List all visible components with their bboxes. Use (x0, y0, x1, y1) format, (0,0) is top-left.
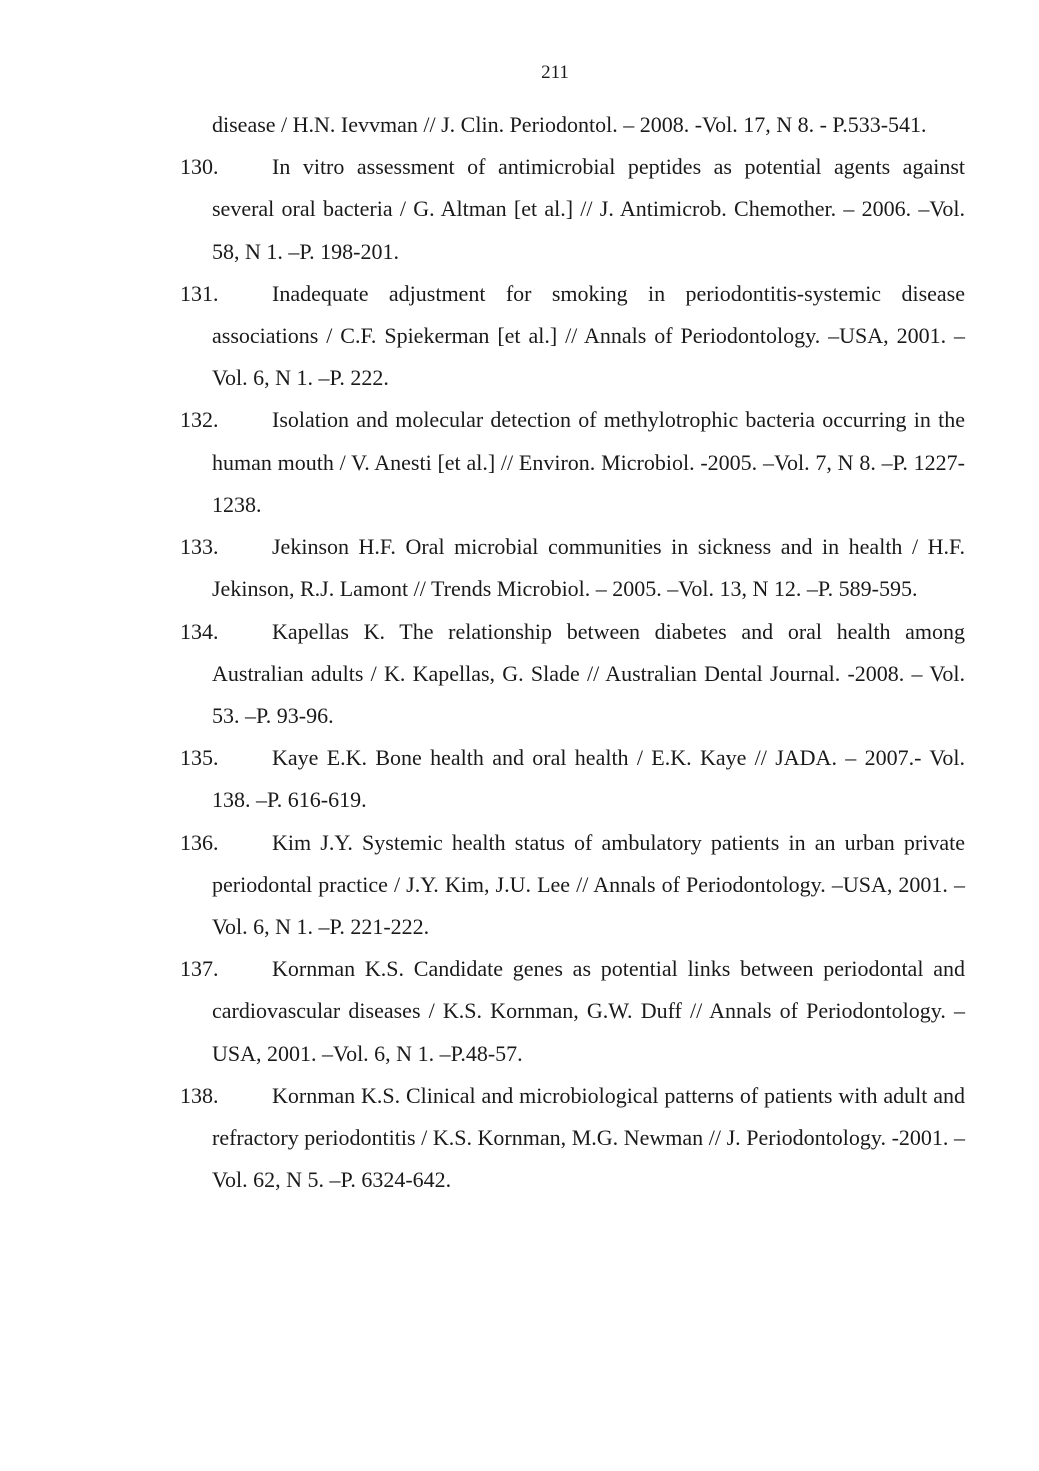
reference-item-130 (180, 146, 965, 273)
page-number: 211 (541, 62, 569, 83)
reference-item-132 (180, 399, 965, 526)
reference-text: In vitro assessment of antimicrobial peptides as potential agents against several oral bacteria / G. Altman [et al.] // J. Antimicrob. Chemother. – 2006. –Vol. 58, N 1. –P. 198-201. (212, 154, 965, 264)
reference-list (180, 104, 965, 1201)
reference-item-138 (180, 1075, 965, 1202)
reference-item-133 (180, 526, 965, 610)
reference-number: 135. (180, 745, 219, 771)
reference-text: Kaye E.K. Bone health and oral health / E.K. Kaye // JADA. – 2007.- Vol. 138. –P. 616-619. (212, 745, 965, 813)
reference-number: 137. (180, 956, 219, 982)
reference-number: 130. (180, 154, 219, 180)
reference-number: 132. (180, 407, 219, 433)
reference-item-134 (180, 611, 965, 738)
reference-text: Kornman K.S. Clinical and microbiological patterns of patients with adult and refractory periodontitis / K.S. Kornman, M.G. Newman // J. Periodontology. -2001. –Vol. 62, N 5. –P. 6324-642. (212, 1082, 965, 1193)
reference-item-137 (180, 948, 965, 1075)
reference-item-131 (180, 273, 965, 400)
reference-text: Kim J.Y. Systemic health status of ambulatory patients in an urban private periodontal practice / J.Y. Kim, J.U. Lee // Annals of Periodontology. –USA, 2001. –Vol. 6, N 1. –P. 221-222. (212, 829, 965, 939)
reference-text: Jekinson H.F. Oral microbial communities in sickness and in health / H.F. Jekinson, R.J. Lamont // Trends Microbiol. – 2005. –Vol. 13, N 12. –P. 589-595. (212, 534, 965, 602)
reference-item-136 (180, 822, 965, 949)
reference-number: 136. (180, 829, 219, 855)
reference-continuation: disease / H.N. Ievvman // J. Clin. Periodontol. – 2008. -Vol. 17, N 8. - P.533-541. (212, 112, 927, 137)
reference-text: Isolation and molecular detection of methylotrophic bacteria occurring in the human mouth / V. Anesti [et al.] // Environ. Microbiol. -2005. –Vol. 7, N 8. –P. 1227-1238. (212, 407, 965, 517)
reference-item-135 (180, 737, 965, 821)
reference-number: 134. (180, 618, 219, 644)
reference-text: Kapellas K. The relationship between diabetes and oral health among Australian adults / K. Kapellas, G. Slade // Australian Dental Journal. -2008. – Vol. 53. –P. 93-96. (212, 618, 965, 728)
reference-text: Inadequate adjustment for smoking in periodontitis-systemic disease associations / C.F. Spiekerman [et al.] // Annals of Periodontology. –USA, 2001. –Vol. 6, N 1. –P. 222. (212, 280, 965, 391)
reference-number: 138. (180, 1082, 219, 1108)
reference-number: 131. (180, 280, 219, 306)
reference-text: Kornman K.S. Candidate genes as potential links between periodontal and cardiovascular diseases / K.S. Kornman, G.W. Duff // Annals of Periodontology. –USA, 2001. –Vol. 6, N 1. –P.48-57. (212, 956, 965, 1066)
reference-number: 133. (180, 534, 219, 560)
